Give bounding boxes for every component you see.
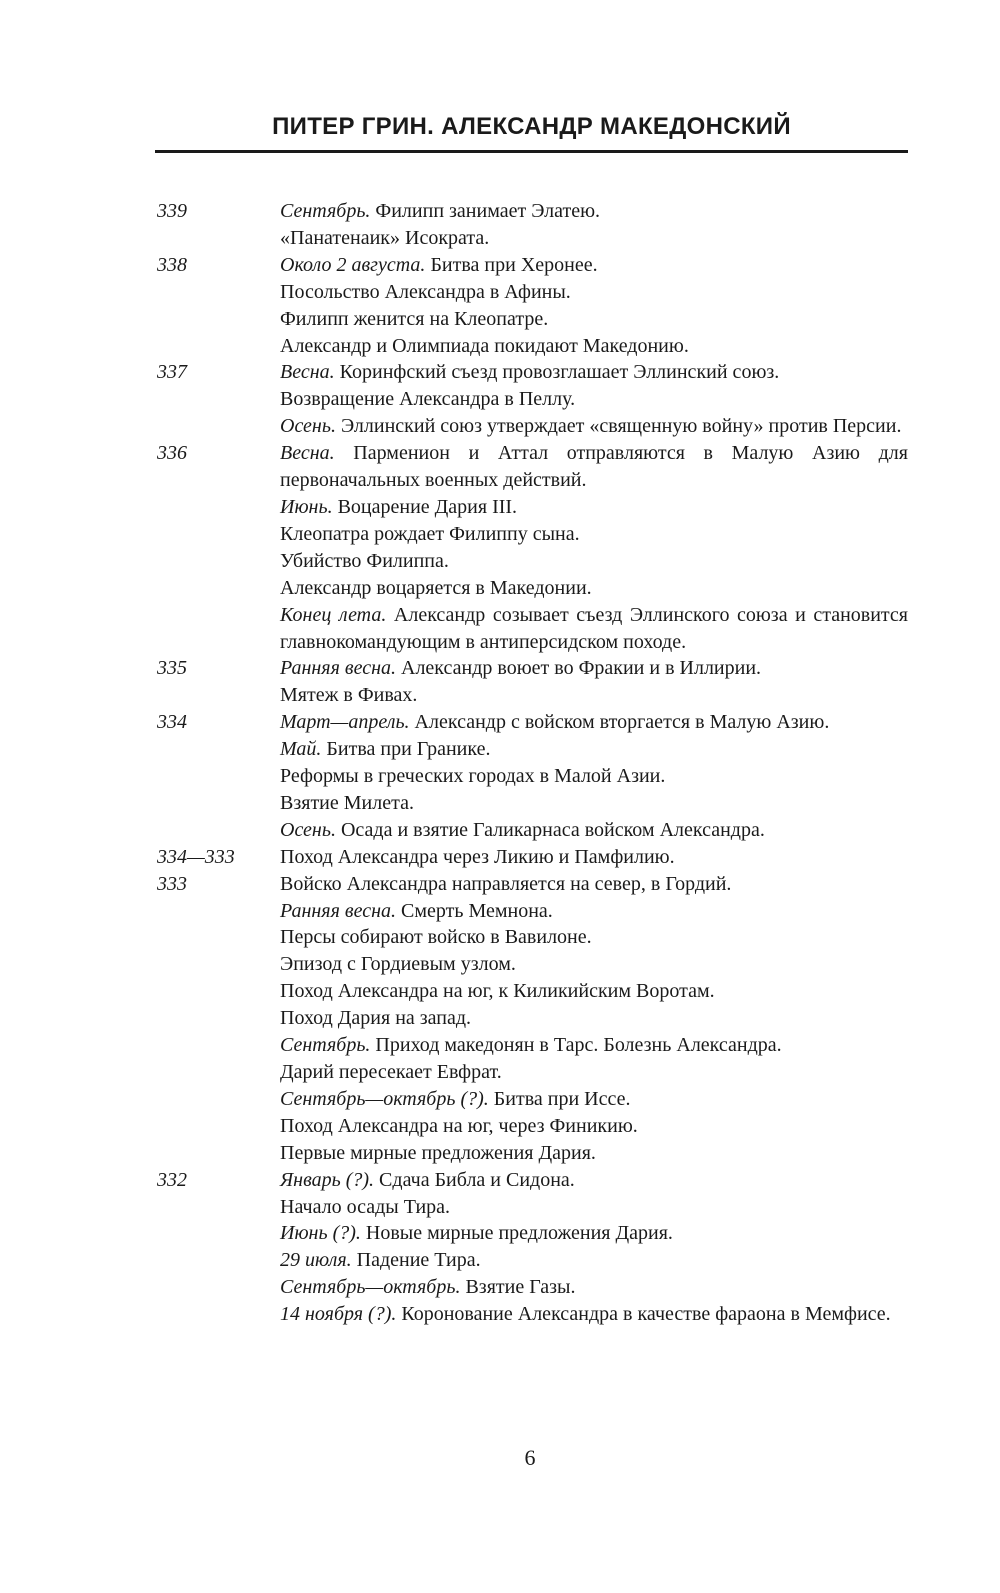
event-line xyxy=(280,709,908,736)
event-date: Сентябрь. xyxy=(280,200,371,222)
event-line xyxy=(280,790,908,817)
event-line xyxy=(280,1194,908,1221)
event-text: Осада и взятие Галикарнаса войском Александра. xyxy=(335,818,765,841)
entry-events xyxy=(280,359,908,440)
event-text: Войско Александра направляется на север, в Гордий. xyxy=(280,872,732,895)
event-line xyxy=(280,440,908,494)
event-date: Осень. xyxy=(280,818,336,841)
running-head: ПИТЕР ГРИН. АЛЕКСАНДР МАКЕДОНСКИЙ xyxy=(272,113,791,140)
entry-events xyxy=(280,844,908,871)
event-line xyxy=(280,333,908,360)
event-line xyxy=(280,413,908,440)
chronology-entry xyxy=(0,871,1000,1167)
event-text: Убийство Филиппа. xyxy=(280,549,449,572)
event-text: Филипп женится на Клеопатре. xyxy=(280,307,549,330)
event-line xyxy=(280,924,908,951)
event-text: Взятие Газы. xyxy=(460,1276,576,1299)
event-date: Сентябрь—октябрь (?). xyxy=(280,1087,489,1110)
event-line xyxy=(280,844,908,871)
chronology-entry xyxy=(0,709,1000,844)
entry-events xyxy=(280,871,908,1167)
entry-events xyxy=(280,655,908,709)
entry-events xyxy=(280,252,908,360)
event-line xyxy=(280,225,908,252)
event-text: Персы собирают войско в Вавилоне. xyxy=(280,926,592,949)
event-line xyxy=(280,359,908,386)
event-text: Александр воцаряется в Македонии. xyxy=(280,576,592,599)
event-text: Клеопатра рождает Филиппу сына. xyxy=(280,522,580,545)
entry-events xyxy=(280,709,908,844)
event-text: Сдача Библа и Сидона. xyxy=(374,1168,575,1191)
event-line xyxy=(280,1005,908,1032)
chronology-entry xyxy=(0,655,1000,709)
event-line xyxy=(280,306,908,333)
entry-year: 335 xyxy=(157,657,187,680)
event-line xyxy=(280,494,908,521)
event-text: Воцарение Дария III. xyxy=(332,495,518,518)
chronology-entry xyxy=(0,1167,1000,1328)
event-line xyxy=(280,655,908,682)
event-date: Ранняя весна. xyxy=(280,899,396,922)
event-line xyxy=(280,1167,908,1194)
entry-year: 333 xyxy=(157,872,187,895)
event-line xyxy=(280,1220,908,1247)
event-text: Посольство Александра в Афины. xyxy=(280,280,571,303)
event-date: Около 2 августа. xyxy=(280,253,426,276)
event-line xyxy=(280,1274,908,1301)
event-date: Весна. xyxy=(280,361,335,384)
event-text: Битва при Иссе. xyxy=(488,1087,631,1110)
event-date: Июнь (?). xyxy=(280,1222,361,1245)
event-line xyxy=(280,763,908,790)
event-text: Битва при Гранике. xyxy=(321,738,491,761)
entry-year: 334 xyxy=(157,711,187,734)
event-line xyxy=(280,198,908,225)
event-line xyxy=(280,575,908,602)
event-line xyxy=(280,1086,908,1113)
chronology-entry xyxy=(0,252,1000,360)
event-text: Поход Александра на юг, к Киликийским Воротам. xyxy=(280,980,715,1003)
event-line xyxy=(280,602,908,656)
event-text: Филипп занимает Элатею. xyxy=(370,200,601,222)
event-text: Новые мирные предложения Дария. xyxy=(360,1222,673,1245)
event-date: Ранняя весна. xyxy=(280,657,396,680)
event-text: Александр с войском вторгается в Малую Азию. xyxy=(409,711,830,734)
event-text: Коронование Александра в качестве фараона в Мемфисе. xyxy=(396,1303,891,1326)
event-date: Конец лета. xyxy=(280,603,387,626)
event-line xyxy=(280,1113,908,1140)
event-text: Александр воюет во Фракии и в Иллирии. xyxy=(396,657,762,680)
header-rule xyxy=(155,150,908,153)
event-line xyxy=(280,978,908,1005)
entry-year: 336 xyxy=(157,442,187,465)
entry-events xyxy=(280,440,908,655)
event-text: Возвращение Александра в Пеллу. xyxy=(280,388,576,411)
entry-year: 337 xyxy=(157,361,187,384)
chronology-entry xyxy=(0,440,1000,655)
event-line xyxy=(280,1301,908,1328)
event-text: Эпизод с Гордиевым узлом. xyxy=(280,953,516,976)
event-line xyxy=(280,279,908,306)
entry-year: 334—333 xyxy=(157,845,235,868)
chronology-entry xyxy=(0,359,1000,440)
event-date: Март—апрель. xyxy=(280,711,410,734)
event-date: Июнь. xyxy=(280,495,333,518)
event-text: Дарий пересекает Евфрат. xyxy=(280,1061,502,1083)
event-text: Приход македонян в Тарс. Болезнь Александра. xyxy=(370,1034,782,1057)
event-line xyxy=(280,951,908,978)
event-date: Январь (?). xyxy=(280,1168,375,1191)
event-line xyxy=(280,898,908,925)
event-date: Весна. xyxy=(280,442,335,465)
chronology-entry xyxy=(0,198,1000,252)
event-date: 29 июля. xyxy=(280,1249,352,1272)
event-text: «Панатенаик» Исократа. xyxy=(280,226,490,249)
event-line xyxy=(280,252,908,279)
event-date: 14 ноября (?). xyxy=(280,1303,397,1326)
entry-year: 332 xyxy=(157,1168,187,1191)
event-text: Поход Дария на запад. xyxy=(280,1007,472,1030)
event-line xyxy=(280,1247,908,1274)
event-line xyxy=(280,1140,908,1167)
event-date: Сентябрь. xyxy=(280,1034,371,1057)
event-date: Сентябрь—октябрь. xyxy=(280,1276,461,1299)
event-line xyxy=(280,871,908,898)
chronology-table xyxy=(0,198,1000,1328)
event-text: Эллинский союз утверждает «священную войну» против Персии. xyxy=(335,415,902,438)
event-text: Падение Тира. xyxy=(351,1249,481,1272)
event-text: Коринфский съезд провозглашает Эллинский союз. xyxy=(334,361,780,384)
event-line xyxy=(280,682,908,709)
event-date: Май. xyxy=(280,738,322,761)
page-number: 6 xyxy=(524,1445,536,1470)
event-line xyxy=(280,1059,908,1086)
event-text: Битва при Херонее. xyxy=(425,253,598,276)
event-text: Начало осады Тира. xyxy=(280,1195,451,1218)
event-line xyxy=(280,548,908,575)
entry-year: 338 xyxy=(157,253,187,276)
event-text: Взятие Милета. xyxy=(280,791,414,814)
event-text: Александр созывает съезд Эллинского союза и становится главнокомандующим в антиперсидском походе. xyxy=(280,603,908,653)
event-text: Мятеж в Фивах. xyxy=(280,684,418,707)
event-text: Поход Александра через Ликию и Памфилию. xyxy=(280,845,675,868)
event-text: Парменион и Аттал отправляются в Малую Азию для первоначальных военных действий. xyxy=(280,442,908,492)
entry-year: 339 xyxy=(157,200,187,222)
event-line xyxy=(280,736,908,763)
event-date: Осень. xyxy=(280,415,336,438)
chronology-entry xyxy=(0,844,1000,871)
entry-events xyxy=(280,198,908,252)
event-text: Поход Александра на юг, через Финикию. xyxy=(280,1114,638,1137)
event-text: Александр и Олимпиада покидают Македонию. xyxy=(280,334,689,357)
entry-events xyxy=(280,1167,908,1328)
event-line xyxy=(280,1032,908,1059)
event-text: Смерть Мемнона. xyxy=(396,899,553,922)
event-text: Первые мирные предложения Дария. xyxy=(280,1141,596,1164)
event-text: Реформы в греческих городах в Малой Азии. xyxy=(280,765,666,788)
event-line xyxy=(280,386,908,413)
event-line xyxy=(280,817,908,844)
event-line xyxy=(280,521,908,548)
